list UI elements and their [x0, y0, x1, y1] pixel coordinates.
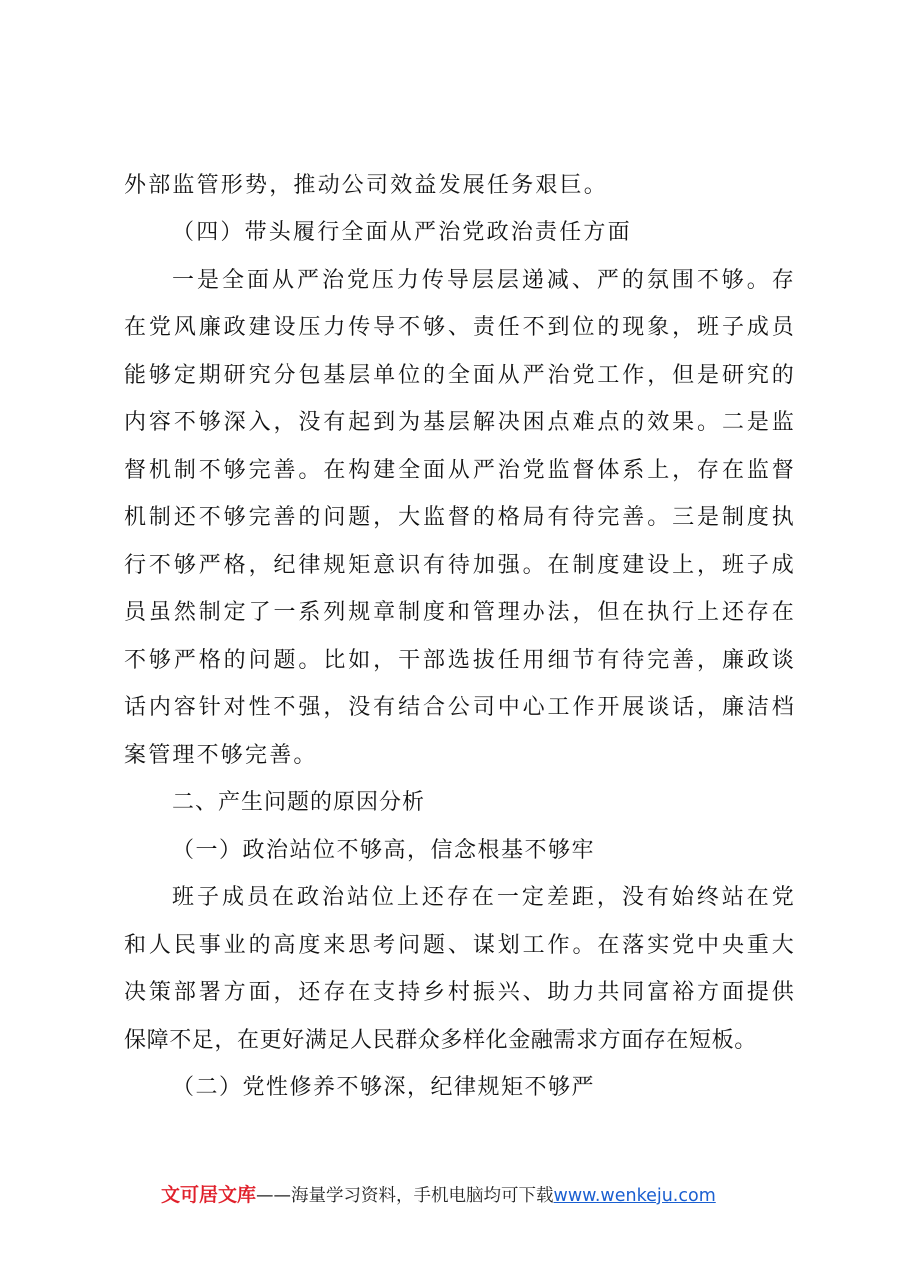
section-heading: （一）政治站位不够高，信念根基不够牢 [172, 838, 596, 863]
brand-name: 文可居文库 [161, 1184, 257, 1206]
paragraph-line: 督机制不够完善。在构建全面从严治党监督体系上，存在监督 [124, 458, 796, 483]
paragraph-line: 能够定期研究分包基层单位的全面从严治党工作，但是研究的 [124, 363, 796, 388]
paragraph-line: 机制还不够完善的问题，大监督的格局有待完善。三是制度执 [124, 505, 796, 530]
paragraph-line: 在党风廉政建设压力传导不够、责任不到位的现象，班子成员 [124, 315, 796, 340]
paragraph-line: 决策部署方面，还存在支持乡村振兴、助力共同富裕方面提供 [124, 980, 796, 1005]
footer-tagline: ——海量学习资料，手机电脑均可下载 [256, 1186, 554, 1206]
paragraph-line: 内容不够深入，没有起到为基层解决困点难点的效果。二是监 [124, 410, 796, 435]
section-heading: （四）带头履行全面从严治党政治责任方面 [172, 220, 632, 245]
paragraph-line: 不够严格的问题。比如，干部选拔任用细节有待完善，廉政谈 [124, 648, 796, 673]
paragraph-line: 外部监管形势，推动公司效益发展任务艰巨。 [124, 173, 609, 198]
footer-banner [161, 1182, 781, 1209]
paragraph-line: 班子成员在政治站位上还存在一定差距，没有始终站在党 [172, 885, 796, 910]
section-heading: （二）党性修养不够深，纪律规矩不够严 [172, 1075, 596, 1100]
paragraph-line: 行不够严格，纪律规矩意识有待加强。在制度建设上，班子成 [124, 553, 796, 578]
paragraph-line: 员虽然制定了一系列规章制度和管理办法，但在执行上还存在 [124, 600, 796, 625]
chapter-heading: 二、产生问题的原因分析 [172, 790, 426, 815]
paragraph-line: 一是全面从严治党压力传导层层递减、严的氛围不够。存 [172, 268, 796, 293]
paragraph-line: 案管理不够完善。 [124, 743, 318, 768]
paragraph-line: 话内容针对性不强，没有结合公司中心工作开展谈话，廉洁档 [124, 695, 796, 720]
paragraph-line: 保障不足，在更好满足人民群众多样化金融需求方面存在短板。 [124, 1028, 757, 1053]
paragraph-line: 和人民事业的高度来思考问题、谋划工作。在落实党中央重大 [124, 933, 796, 958]
website-link[interactable]: www.wenkeju.com [553, 1186, 716, 1206]
